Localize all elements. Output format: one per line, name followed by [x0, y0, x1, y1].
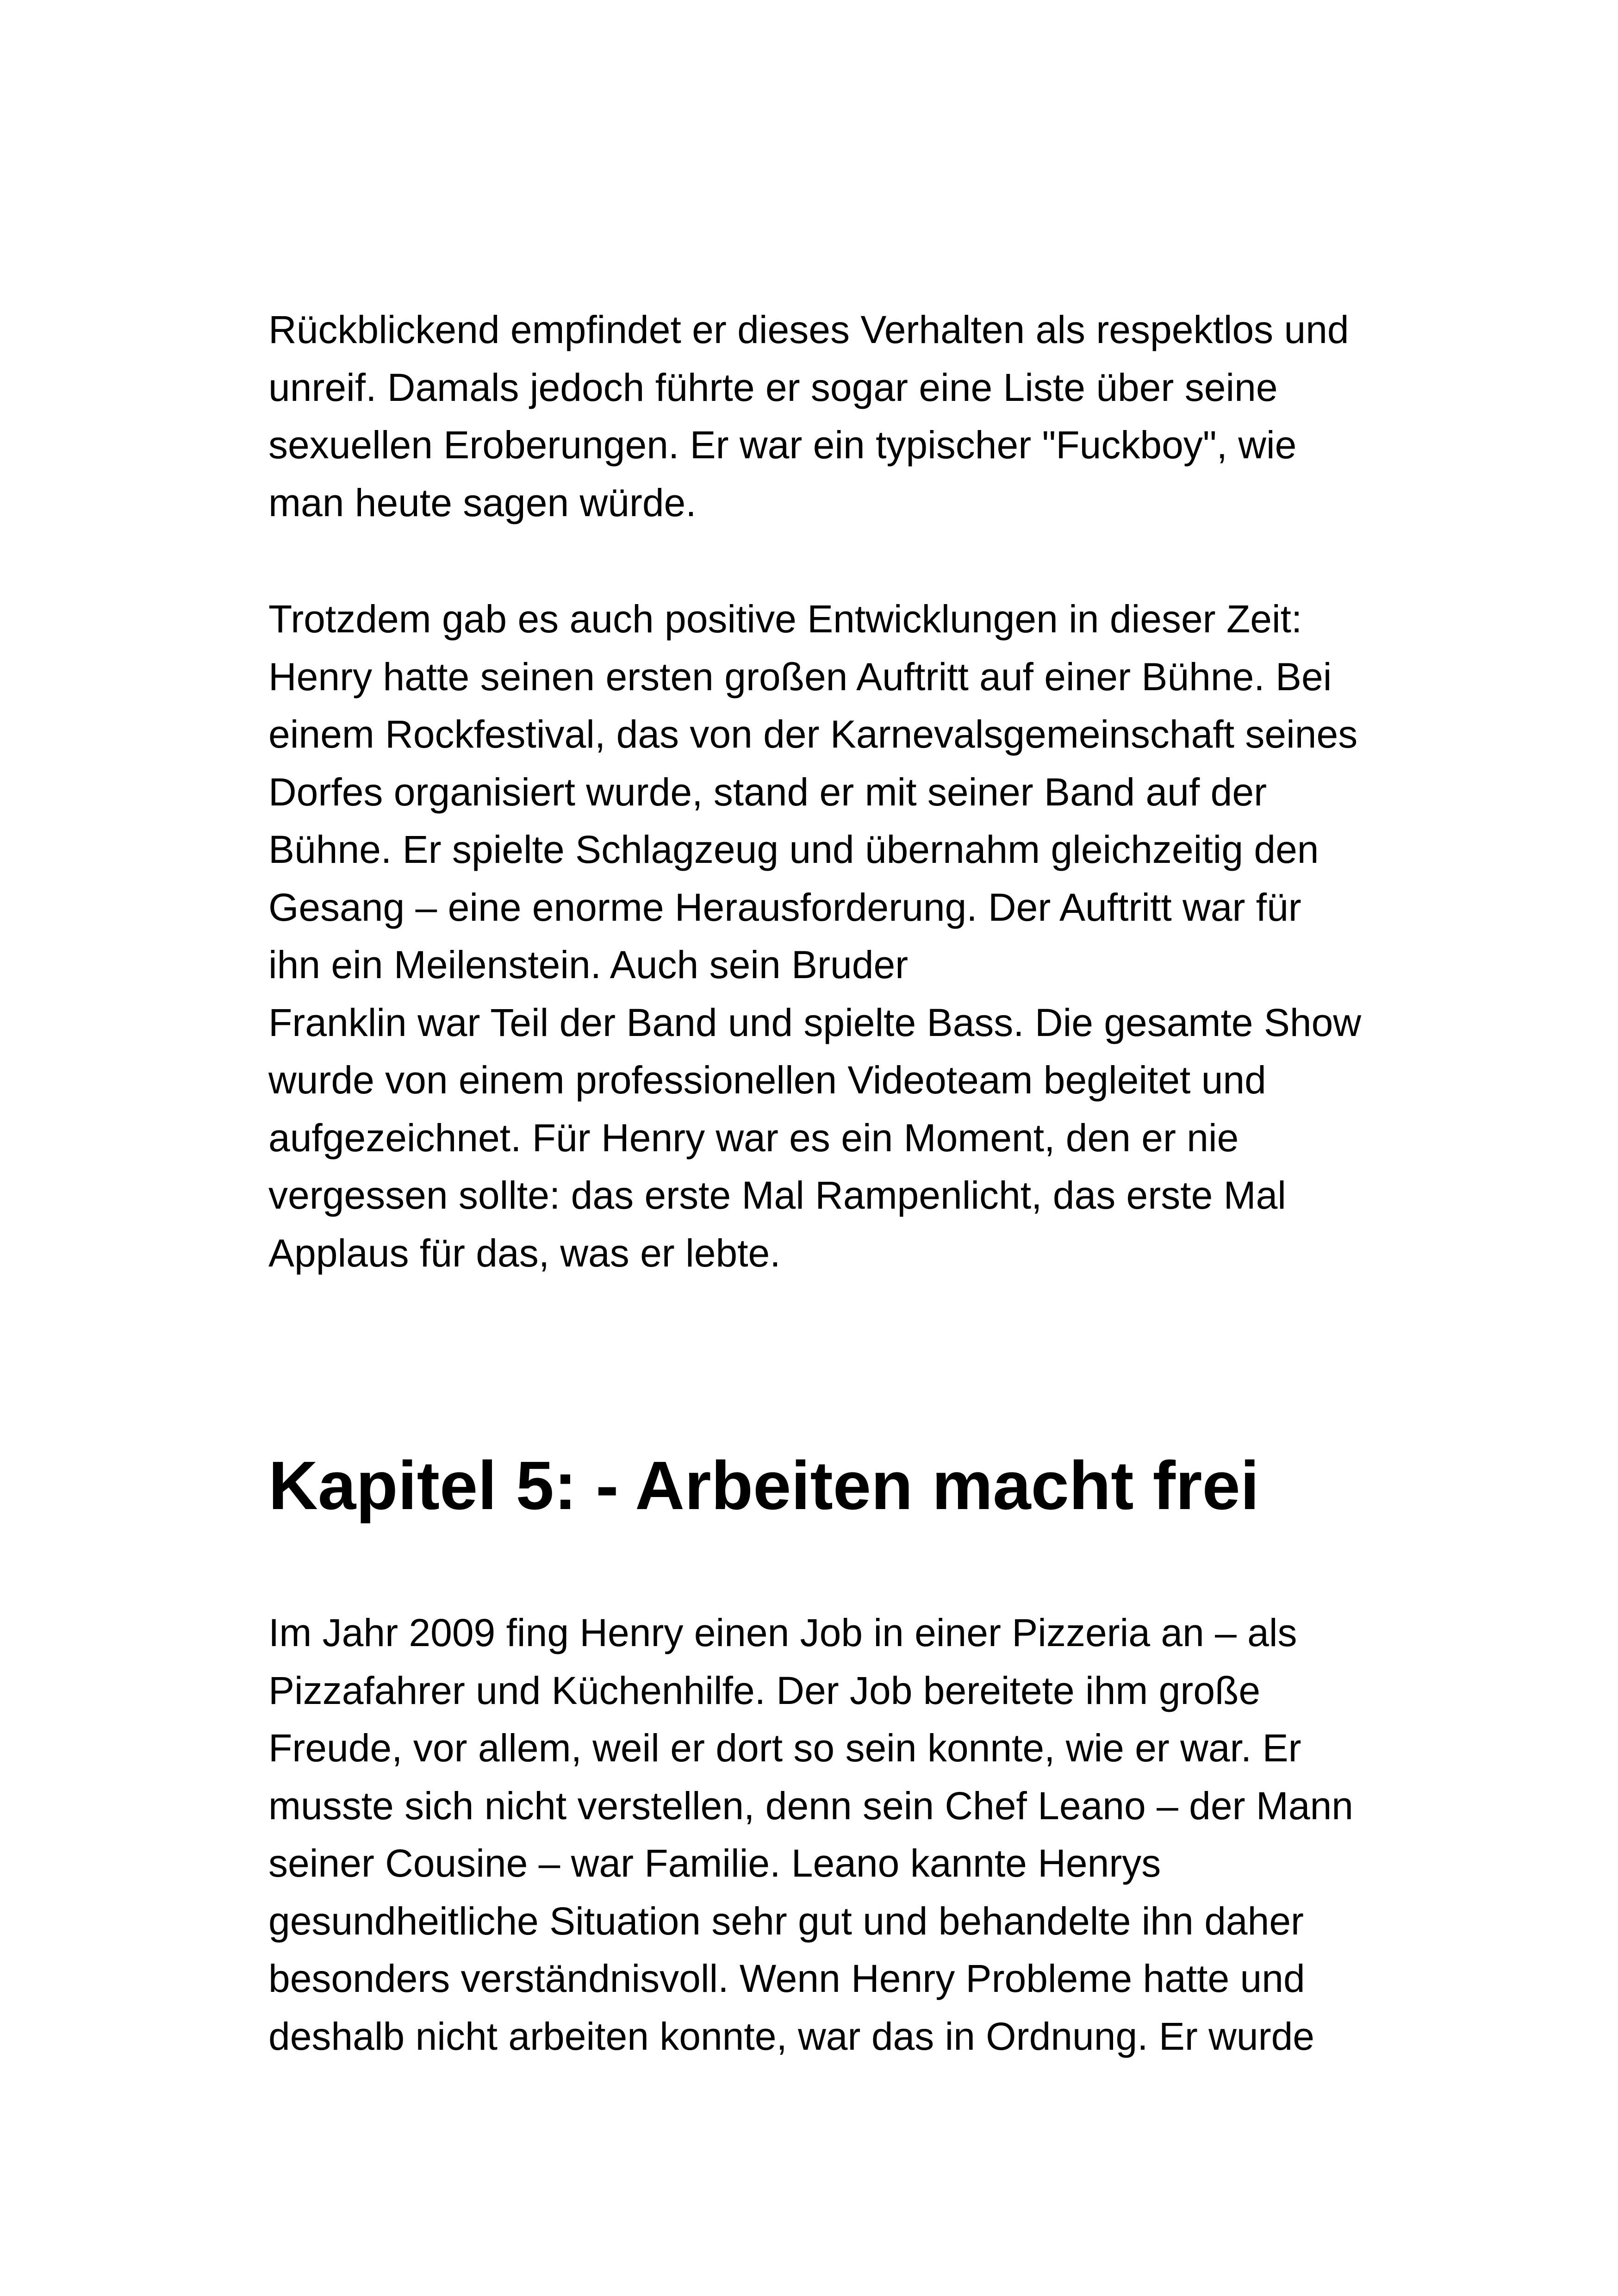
text-line: unreif. Damals jedoch führte er sogar eine Liste über seine — [268, 365, 1278, 409]
text-line: Pizzafahrer und Küchenhilfe. Der Job bereitete ihm große — [268, 1668, 1261, 1712]
text-line: Freude, vor allem, weil er dort so sein konnte, wie er war. Er — [268, 1726, 1301, 1770]
text-line: man heute sagen würde. — [268, 480, 697, 524]
text-line: seiner Cousine – war Familie. Leano kannte Henrys — [268, 1841, 1161, 1885]
text-line: Franklin war Teil der Band und spielte Bass. Die gesamte Show — [268, 1000, 1361, 1044]
text-line: musste sich nicht verstellen, denn sein Chef Leano – der Mann — [268, 1784, 1354, 1828]
text-line: Applaus für das, was er lebte. — [268, 1231, 781, 1275]
text-line: einem Rockfestival, das von der Karnevalsgemeinschaft seines — [268, 712, 1358, 756]
text-line: Dorfes organisiert wurde, stand er mit seiner Band auf der — [268, 770, 1267, 814]
text-line: sexuellen Eroberungen. Er war ein typischer "Fuckboy", wie — [268, 423, 1297, 467]
text-line: deshalb nicht arbeiten konnte, war das in Ordnung. Er wurde — [268, 2014, 1315, 2058]
text-line: vergessen sollte: das erste Mal Rampenlicht, das erste Mal — [268, 1173, 1286, 1217]
chapter-heading: Kapitel 5: - Arbeiten macht frei — [268, 1447, 1259, 1524]
text-line: aufgezeichnet. Für Henry war es ein Moment, den er nie — [268, 1116, 1239, 1160]
text-line: Bühne. Er spielte Schlagzeug und übernahm gleichzeitig den — [268, 828, 1319, 871]
text-line: gesundheitliche Situation sehr gut und behandelte ihn daher — [268, 1899, 1304, 1943]
text-line: besonders verständnisvoll. Wenn Henry Probleme hatte und — [268, 1957, 1305, 2000]
paragraph-reflection — [268, 301, 1379, 531]
text-line: Henry hatte seinen ersten großen Auftritt auf einer Bühne. Bei — [268, 655, 1332, 699]
text-line: Rückblickend empfindet er dieses Verhalten als respektlos und — [268, 308, 1349, 351]
paragraph-pizzeria-job — [268, 1604, 1379, 2065]
text-line: wurde von einem professionellen Videoteam begleitet und — [268, 1058, 1266, 1102]
text-line: ihn ein Meilenstein. Auch sein Bruder — [268, 943, 909, 986]
paragraph-first-performance — [268, 590, 1379, 1282]
text-line: Trotzdem gab es auch positive Entwicklungen in dieser Zeit: — [268, 597, 1302, 641]
text-line: Gesang – eine enorme Herausforderung. Der Auftritt war für — [268, 885, 1301, 929]
text-line: Im Jahr 2009 fing Henry einen Job in einer Pizzeria an – als — [268, 1611, 1297, 1654]
